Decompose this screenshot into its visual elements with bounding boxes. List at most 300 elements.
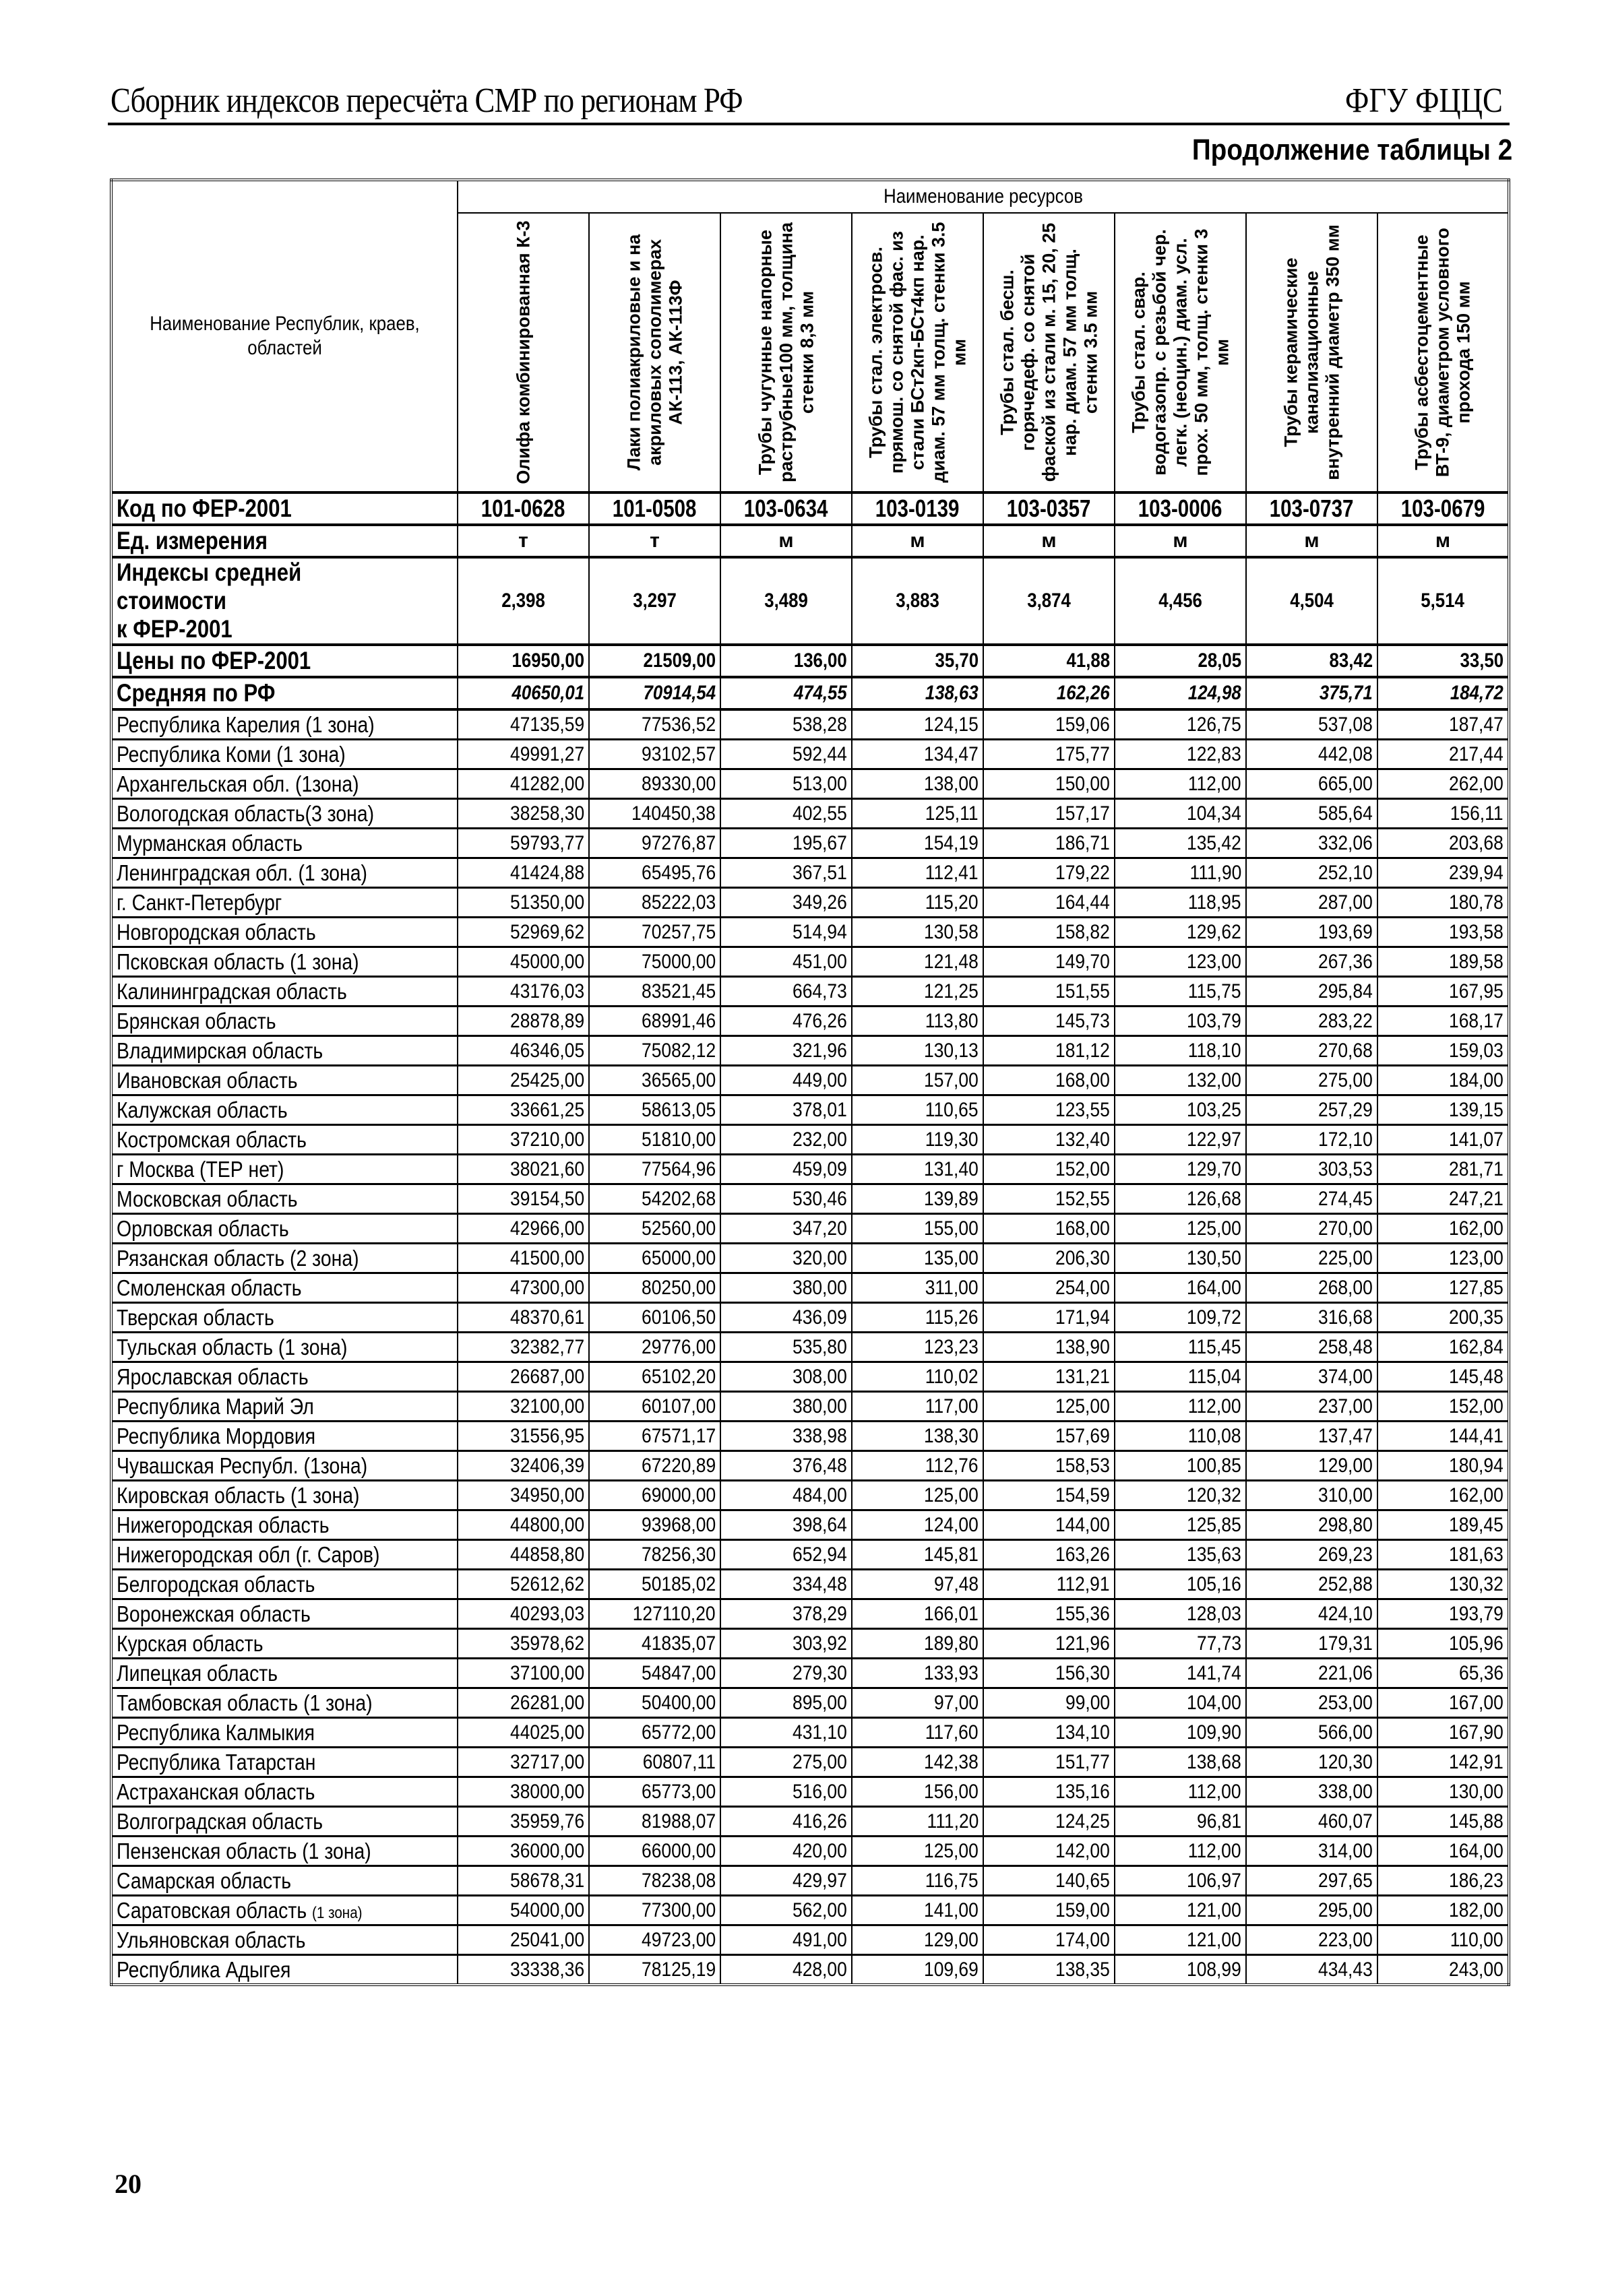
- unit-row-value: [1246, 525, 1377, 557]
- table-cell-value: [458, 709, 589, 740]
- table-cell-value: [1115, 918, 1246, 947]
- cell-value-text: 206,30: [1055, 1246, 1110, 1269]
- cell-value-text: 187,47: [1449, 713, 1504, 736]
- table-cell-value: [983, 1748, 1115, 1777]
- table-cell-value: [1246, 1777, 1377, 1807]
- price-row-value-text: 136,00: [794, 649, 847, 672]
- table-cell-value: [1115, 1214, 1246, 1244]
- cell-value-text: 217,44: [1449, 742, 1504, 765]
- cell-value-text: 149,70: [1055, 950, 1110, 973]
- table-cell-value: [458, 1007, 589, 1036]
- table-cell-value: [1115, 1925, 1246, 1955]
- table-cell-value: [589, 1540, 720, 1570]
- table-cell-value: [1377, 1955, 1509, 1985]
- cell-value-text: 349,26: [793, 891, 847, 914]
- table-cell-value: [983, 769, 1115, 799]
- table-cell-value: [852, 1688, 983, 1718]
- cell-value-text: 152,55: [1055, 1187, 1110, 1210]
- cell-value-text: 121,96: [1055, 1632, 1110, 1655]
- region-note: (1 зона): [312, 1903, 363, 1922]
- table-cell-value: [983, 1333, 1115, 1362]
- code-row-value: [852, 492, 983, 525]
- cell-value-text: 54000,00: [509, 1899, 584, 1921]
- average-row-value: [458, 677, 589, 709]
- table-cell-value: [458, 1955, 589, 1985]
- region-name-text: Ивановская область: [117, 1067, 298, 1093]
- cell-value-text: 106,97: [1187, 1869, 1241, 1892]
- table-cell-value: [1115, 1095, 1246, 1125]
- price-row-value-text: 16950,00: [512, 649, 584, 672]
- table-cell-value: [458, 1718, 589, 1748]
- average-row-label: [111, 677, 458, 709]
- cell-value-text: 154,19: [924, 831, 979, 854]
- table-cell-value: [458, 740, 589, 769]
- table-cell-value: [1377, 799, 1509, 829]
- region-name-text: Калужская область: [117, 1097, 288, 1122]
- table-cell-value: [458, 1837, 589, 1866]
- region-name: [111, 709, 458, 740]
- cell-value-text: 585,64: [1318, 802, 1373, 825]
- cell-value-text: 29776,00: [641, 1335, 716, 1358]
- region-name: [111, 1422, 458, 1451]
- cell-value-text: 109,72: [1187, 1306, 1241, 1329]
- code-row-value-text: 101-0508: [613, 495, 697, 522]
- cell-value-text: 237,00: [1318, 1395, 1373, 1417]
- cell-value-text: 26281,00: [509, 1691, 584, 1714]
- cell-value-text: 459,09: [793, 1157, 847, 1180]
- table-cell-value: [720, 1718, 852, 1748]
- cell-value-text: 93102,57: [641, 742, 716, 765]
- cell-value-text: 35978,62: [509, 1632, 584, 1655]
- average-row-value-text: 70914,54: [643, 682, 716, 704]
- table-cell-value: [1377, 1481, 1509, 1510]
- index-label-line2: к ФЕР-2001: [117, 615, 232, 643]
- table-cell-value: [852, 1422, 983, 1451]
- cell-value-text: 141,74: [1187, 1661, 1241, 1684]
- region-name-text: Московская область: [117, 1186, 298, 1211]
- table-cell-value: [720, 1688, 852, 1718]
- table-cell-value: [589, 1066, 720, 1095]
- table-row: [111, 1837, 1509, 1866]
- table-cell-value: [1377, 740, 1509, 769]
- cell-value-text: 58678,31: [509, 1869, 584, 1892]
- table-cell-value: [720, 977, 852, 1007]
- price-row-value: [1246, 645, 1377, 677]
- resource-column-header: [983, 213, 1115, 492]
- cell-value-text: 124,25: [1055, 1810, 1110, 1832]
- average-row-value-text: 184,72: [1450, 682, 1504, 704]
- code-row-label: [111, 492, 458, 525]
- cell-value-text: 132,00: [1187, 1069, 1241, 1091]
- table-cell-value: [1246, 947, 1377, 977]
- table-row: [111, 1510, 1509, 1540]
- cell-value-text: 159,03: [1449, 1039, 1504, 1062]
- table-row: [111, 1362, 1509, 1392]
- table-cell-value: [1246, 1007, 1377, 1036]
- region-name-text: Республика Мордовия: [117, 1423, 316, 1448]
- table-cell-value: [852, 1510, 983, 1540]
- cell-value-text: 33661,25: [509, 1098, 584, 1121]
- table-cell-value: [1246, 1955, 1377, 1985]
- table-cell-value: [1246, 1718, 1377, 1748]
- region-name-text: Волгоградская область: [117, 1808, 323, 1834]
- table-cell-value: [983, 1125, 1115, 1155]
- table-cell-value: [1115, 1955, 1246, 1985]
- cell-value-text: 168,00: [1055, 1217, 1110, 1240]
- table-cell-value: [720, 740, 852, 769]
- cell-value-text: 129,62: [1187, 920, 1241, 943]
- table-cell-value: [458, 1481, 589, 1510]
- cell-value-text: 420,00: [793, 1839, 847, 1862]
- table-cell-value: [983, 1273, 1115, 1303]
- table-row: [111, 1807, 1509, 1837]
- table-cell-value: [720, 1333, 852, 1362]
- cell-value-text: 38000,00: [509, 1780, 584, 1803]
- region-name-text: Чувашская Республ. (1зона): [117, 1453, 368, 1478]
- cell-value-text: 162,84: [1449, 1335, 1504, 1358]
- cell-value-text: 429,97: [793, 1869, 847, 1892]
- cell-value-text: 100,85: [1187, 1454, 1241, 1477]
- table-cell-value: [983, 1777, 1115, 1807]
- cell-value-text: 103,25: [1187, 1098, 1241, 1121]
- resources-group-header: [458, 180, 1509, 213]
- table-cell-value: [852, 1659, 983, 1688]
- cell-value-text: 566,00: [1318, 1721, 1373, 1744]
- cell-value-text: 428,00: [793, 1958, 847, 1981]
- cell-value-text: 434,43: [1318, 1958, 1373, 1981]
- price-row-value-text: 83,42: [1329, 649, 1373, 672]
- table-cell-value: [1246, 1422, 1377, 1451]
- table-cell-value: [589, 1362, 720, 1392]
- cell-value-text: 123,55: [1055, 1098, 1110, 1121]
- table-cell-value: [852, 1777, 983, 1807]
- table-cell-value: [458, 1362, 589, 1392]
- table-cell-value: [589, 1748, 720, 1777]
- region-name-text: г. Санкт-Петербург: [117, 889, 282, 915]
- unit-row-value-text: м: [1304, 530, 1320, 552]
- table-cell-value: [458, 858, 589, 888]
- cell-value-text: 51810,00: [641, 1128, 716, 1151]
- table-cell-value: [720, 1036, 852, 1066]
- code-row-value: [1115, 492, 1246, 525]
- cell-value-text: 347,20: [793, 1217, 847, 1240]
- cell-value-text: 295,84: [1318, 980, 1373, 1002]
- cell-value-text: 378,29: [793, 1602, 847, 1625]
- table-cell-value: [983, 1837, 1115, 1866]
- table-cell-value: [720, 1629, 852, 1659]
- table-cell-value: [983, 1718, 1115, 1748]
- table-cell-value: [983, 1362, 1115, 1392]
- region-name-text: Вологодская область(3 зона): [117, 800, 375, 826]
- table-row: [111, 1718, 1509, 1748]
- region-name-text: Республика Адыгея: [117, 1956, 291, 1982]
- cell-value-text: 162,00: [1449, 1484, 1504, 1506]
- cell-value-text: 125,00: [924, 1484, 979, 1506]
- table-cell-value: [458, 769, 589, 799]
- cell-value-text: 310,00: [1318, 1484, 1373, 1506]
- cell-value-text: 378,01: [793, 1098, 847, 1121]
- cell-value-text: 77564,96: [641, 1157, 716, 1180]
- cell-value-text: 257,29: [1318, 1098, 1373, 1121]
- table-cell-value: [1246, 1184, 1377, 1214]
- region-name-text: Новгородская область: [117, 919, 316, 945]
- table-cell-value: [983, 1451, 1115, 1481]
- cell-value-text: 115,04: [1188, 1365, 1241, 1388]
- table-cell-value: [852, 1244, 983, 1273]
- cell-value-text: 167,90: [1449, 1721, 1504, 1744]
- table-cell-value: [458, 1422, 589, 1451]
- table-cell-value: [1115, 1481, 1246, 1510]
- table-row: [111, 1125, 1509, 1155]
- resource-column-header: [852, 213, 983, 492]
- average-row-value: [983, 677, 1115, 709]
- cell-value-text: 128,03: [1187, 1602, 1241, 1625]
- cell-value-text: 180,78: [1449, 891, 1504, 914]
- unit-row-value: [458, 525, 589, 557]
- table-cell-value: [1377, 1570, 1509, 1599]
- cell-value-text: 50400,00: [641, 1691, 716, 1714]
- cell-value-text: 303,53: [1318, 1157, 1373, 1180]
- table-cell-value: [852, 1333, 983, 1362]
- cell-value-text: 132,40: [1055, 1128, 1110, 1151]
- cell-value-text: 124,00: [924, 1513, 979, 1536]
- cell-value-text: 125,00: [924, 1839, 979, 1862]
- table-cell-value: [589, 1955, 720, 1985]
- page-header: [108, 79, 1510, 125]
- unit-row-value: [1115, 525, 1246, 557]
- table-cell-value: [589, 829, 720, 858]
- cell-value-text: 168,17: [1449, 1009, 1504, 1032]
- table-cell-value: [983, 1481, 1115, 1510]
- table-cell-value: [458, 1688, 589, 1718]
- table-cell-value: [852, 1718, 983, 1748]
- unit-row-value: [589, 525, 720, 557]
- table-row: [111, 1303, 1509, 1333]
- cell-value-text: 274,45: [1318, 1187, 1373, 1210]
- table-cell-value: [852, 918, 983, 947]
- cell-value-text: 449,00: [793, 1069, 847, 1091]
- code-row-value: [458, 492, 589, 525]
- cell-value-text: 125,00: [1055, 1395, 1110, 1417]
- cell-value-text: 123,00: [1449, 1246, 1504, 1269]
- table-cell-value: [1115, 1866, 1246, 1896]
- cell-value-text: 476,26: [793, 1009, 847, 1032]
- cell-value-text: 258,48: [1318, 1335, 1373, 1358]
- cell-value-text: 118,95: [1188, 891, 1241, 914]
- table-cell-value: [1246, 1629, 1377, 1659]
- cell-value-text: 124,15: [924, 713, 979, 736]
- cell-value-text: 514,94: [793, 920, 847, 943]
- table-cell-value: [1377, 709, 1509, 740]
- region-name: [111, 1184, 458, 1214]
- region-name: [111, 1629, 458, 1659]
- table-cell-value: [720, 1244, 852, 1273]
- cell-value-text: 112,00: [1188, 1395, 1241, 1417]
- table-cell-value: [1377, 769, 1509, 799]
- table-cell-value: [1246, 740, 1377, 769]
- table-cell-value: [1377, 1688, 1509, 1718]
- table-cell-value: [458, 1599, 589, 1629]
- index-row-value: [589, 557, 720, 645]
- region-name: [111, 1807, 458, 1837]
- cell-value-text: 81988,07: [641, 1810, 716, 1832]
- cell-value-text: 141,07: [1449, 1128, 1504, 1151]
- cell-value-text: 135,00: [924, 1246, 979, 1269]
- table-row: [111, 1244, 1509, 1273]
- cell-value-text: 398,64: [793, 1513, 847, 1536]
- cell-value-text: 44858,80: [509, 1543, 584, 1566]
- cell-value-text: 193,79: [1449, 1602, 1504, 1625]
- table-cell-value: [589, 740, 720, 769]
- table-cell-value: [1246, 1688, 1377, 1718]
- region-name: [111, 1896, 458, 1925]
- table-cell-value: [1377, 1925, 1509, 1955]
- cell-value-text: 316,68: [1318, 1306, 1373, 1329]
- table-cell-value: [1246, 1273, 1377, 1303]
- cell-value-text: 37100,00: [509, 1661, 584, 1684]
- index-row-value: [1115, 557, 1246, 645]
- table-cell-value: [1246, 1748, 1377, 1777]
- cell-value-text: 151,55: [1055, 980, 1110, 1002]
- table-cell-value: [1115, 1036, 1246, 1066]
- cell-value-text: 110,65: [925, 1098, 979, 1121]
- table-row: [111, 1481, 1509, 1510]
- cell-value-text: 110,02: [925, 1365, 979, 1388]
- cell-value-text: 164,00: [1449, 1839, 1504, 1862]
- table-cell-value: [720, 1155, 852, 1184]
- table-cell-value: [1246, 977, 1377, 1007]
- cell-value-text: 121,00: [1187, 1899, 1241, 1921]
- cell-value-text: 538,28: [793, 713, 847, 736]
- unit-row-value-text: т: [518, 530, 528, 552]
- cell-value-text: 159,00: [1055, 1899, 1110, 1921]
- cell-value-text: 115,20: [925, 891, 979, 914]
- cell-value-text: 513,00: [793, 772, 847, 795]
- code-row-value: [1377, 492, 1509, 525]
- cell-value-text: 152,00: [1449, 1395, 1504, 1417]
- cell-value-text: 168,00: [1055, 1069, 1110, 1091]
- cell-value-text: 103,79: [1187, 1009, 1241, 1032]
- cell-value-text: 85222,03: [641, 891, 716, 914]
- table-cell-value: [589, 1125, 720, 1155]
- table-cell-value: [983, 918, 1115, 947]
- table-cell-value: [1377, 1333, 1509, 1362]
- price-row-label: [111, 645, 458, 677]
- average-row-value-text: 40650,01: [512, 682, 584, 704]
- table-cell-value: [1115, 1777, 1246, 1807]
- cell-value-text: 424,10: [1318, 1602, 1373, 1625]
- average-row-value-text: 474,55: [794, 682, 847, 704]
- table-cell-value: [720, 1570, 852, 1599]
- code-row-value-text: 103-0634: [744, 495, 828, 522]
- cell-value-text: 267,36: [1318, 950, 1373, 973]
- cell-value-text: 52560,00: [641, 1217, 716, 1240]
- price-row: [111, 645, 1509, 677]
- table-cell-value: [852, 1866, 983, 1896]
- region-name-text: Калининградская область: [117, 978, 347, 1004]
- cell-value-text: 484,00: [793, 1484, 847, 1506]
- cell-value-text: 58613,05: [641, 1098, 716, 1121]
- cell-value-text: 247,21: [1449, 1187, 1504, 1210]
- index-row-value-text: 5,514: [1421, 589, 1465, 612]
- cell-value-text: 121,00: [1187, 1928, 1241, 1951]
- table-cell-value: [852, 1807, 983, 1837]
- table-cell-value: [1115, 769, 1246, 799]
- table-cell-value: [1246, 1925, 1377, 1955]
- table-cell-value: [983, 1095, 1115, 1125]
- region-name: [111, 1273, 458, 1303]
- table-cell-value: [852, 977, 983, 1007]
- table-cell-value: [458, 1451, 589, 1481]
- region-name: [111, 1748, 458, 1777]
- cell-value-text: 374,00: [1318, 1365, 1373, 1388]
- cell-value-text: 47300,00: [509, 1276, 584, 1299]
- table-cell-value: [720, 1837, 852, 1866]
- cell-value-text: 51350,00: [509, 891, 584, 914]
- cell-value-text: 125,00: [1187, 1217, 1241, 1240]
- cell-value-text: 308,00: [793, 1365, 847, 1388]
- region-name: [111, 1540, 458, 1570]
- cell-value-text: 225,00: [1318, 1246, 1373, 1269]
- region-name: [111, 1125, 458, 1155]
- cell-value-text: 338,00: [1318, 1780, 1373, 1803]
- cell-value-text: 41424,88: [509, 861, 584, 884]
- price-row-value-text: 33,50: [1460, 649, 1504, 672]
- cell-value-text: 80250,00: [641, 1276, 716, 1299]
- cell-value-text: 376,48: [793, 1454, 847, 1477]
- unit-row-value-text: м: [1173, 530, 1188, 552]
- cell-value-text: 442,08: [1318, 742, 1373, 765]
- cell-value-text: 36000,00: [509, 1839, 584, 1862]
- region-name: [111, 1214, 458, 1244]
- table-cell-value: [589, 1095, 720, 1125]
- table-cell-value: [983, 1007, 1115, 1036]
- cell-value-text: 189,80: [924, 1632, 979, 1655]
- cell-value-text: 121,25: [924, 980, 979, 1002]
- cell-value-text: 135,16: [1055, 1780, 1110, 1803]
- cell-value-text: 402,55: [793, 802, 847, 825]
- table-cell-value: [458, 1540, 589, 1570]
- table-cell-value: [1115, 1837, 1246, 1866]
- code-row-value-text: 103-0679: [1400, 495, 1485, 522]
- cell-value-text: 451,00: [793, 950, 847, 973]
- cell-value-text: 155,36: [1055, 1602, 1110, 1625]
- cell-value-text: 516,00: [793, 1780, 847, 1803]
- cell-value-text: 140450,38: [631, 802, 716, 825]
- price-row-value: [1115, 645, 1246, 677]
- cell-value-text: 179,22: [1055, 861, 1110, 884]
- resource-column-header: [720, 213, 852, 492]
- cell-value-text: 151,77: [1055, 1750, 1110, 1773]
- cell-value-text: 97,00: [933, 1691, 979, 1714]
- price-row-value: [720, 645, 852, 677]
- table-row: [111, 918, 1509, 947]
- cell-value-text: 65000,00: [641, 1246, 716, 1269]
- table-cell-value: [458, 888, 589, 918]
- cell-value-text: 34950,00: [509, 1484, 584, 1506]
- table-cell-value: [720, 1807, 852, 1837]
- table-cell-value: [1115, 1303, 1246, 1333]
- table-cell-value: [458, 1510, 589, 1540]
- table-cell-value: [458, 1333, 589, 1362]
- table-cell-value: [589, 1036, 720, 1066]
- region-column-header-label: Наименование Республик, краев, областей: [150, 313, 420, 359]
- cell-value-text: 117,60: [925, 1721, 979, 1744]
- table-cell-value: [1246, 829, 1377, 858]
- cell-value-text: 118,10: [1188, 1039, 1241, 1062]
- cell-value-text: 28878,89: [509, 1009, 584, 1032]
- cell-value-text: 48370,61: [509, 1306, 584, 1329]
